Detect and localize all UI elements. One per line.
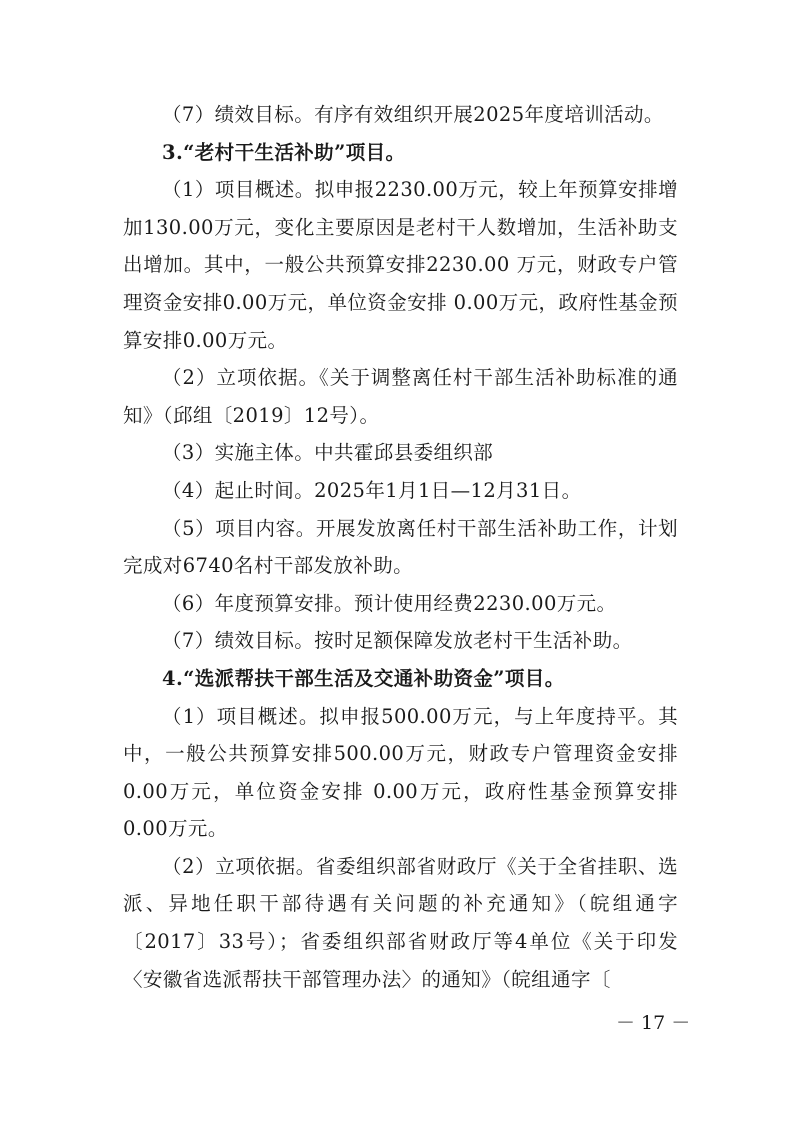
paragraph-performance-goal: （7）绩效目标。按时足额保障发放老村干生活补助。 xyxy=(162,629,633,653)
paragraph-performance-goal-training: （7）绩效目标。有序有效组织开展2025年度培训活动。 xyxy=(162,103,664,126)
paragraph-budget: （6）年度预算安排。预计使用经费2230.00万元。 xyxy=(162,591,617,615)
body-text xyxy=(123,96,678,998)
heading-project-4: 4.“选派帮扶干部生活及交通补助资金”项目。 xyxy=(162,666,565,690)
paragraph-project-overview-4: （1）项目概述。拟申报500.00万元，与上年度持平。其中，一般公共预算安排500.00万元，财政专户管理资金安排0.00万元，单位资金安排 0.00万元，政府性基金预算安排0.00万元。 xyxy=(123,704,678,841)
paragraph-implementer: （3）实施主体。中共霍邱县委组织部 xyxy=(162,441,494,465)
page-number: － 17 － xyxy=(616,1012,691,1034)
paragraph-basis: （2）立项依据。《关于调整离任村干部生活补助标准的通知》（邱组〔2019〕12号）。 xyxy=(123,366,678,427)
paragraph-period: （4）起止时间。2025年1月1日—12月31日。 xyxy=(162,478,582,502)
paragraph-project-overview: （1）项目概述。拟申报2230.00万元，较上年预算安排增加130.00万元，变化主要原因是老村干人数增加，生活补助支出增加。其中，一般公共预算安排2230.00 万元，财政专户管理资金安排0.00万元，单位资金安排 0.00万元，政府性基金预算安排0.00万元。 xyxy=(123,178,678,352)
heading-project-3: 3.“老村干生活补助”项目。 xyxy=(162,140,406,164)
paragraph-basis-4: （2）立项依据。省委组织部省财政厅《关于全省挂职、选派、异地任职干部待遇有关问题的补充通知》（皖组通字〔2017〕33号）；省委组织部省财政厅等4单位《关于印发〈安徽省选派帮扶干部管理办法〉的通知》（皖组通字〔 xyxy=(123,854,678,991)
paragraph-content: （5）项目内容。开展发放离任村干部生活补助工作，计划完成对6740名村干部发放补助。 xyxy=(123,516,678,578)
